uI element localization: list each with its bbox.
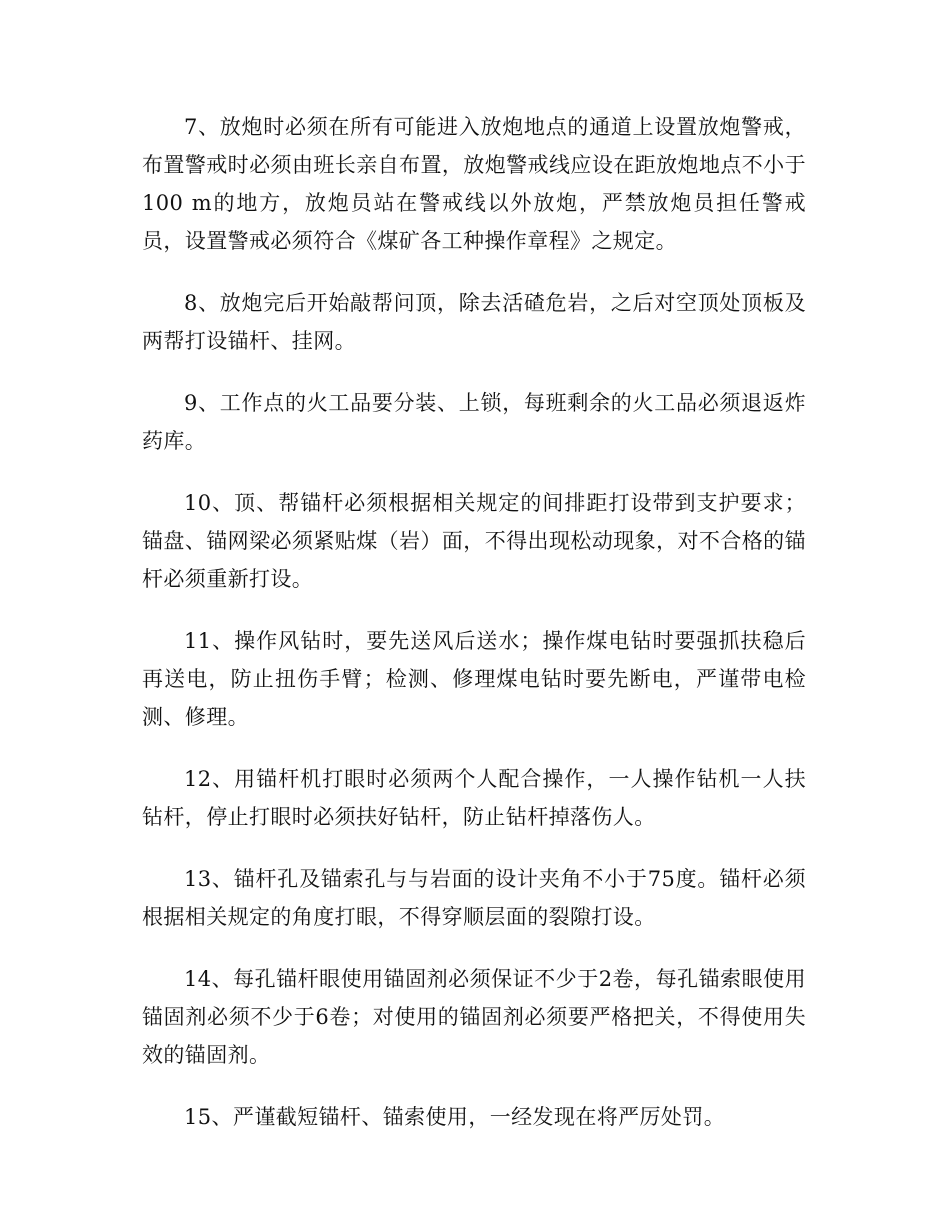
paragraph-item-14: 14、每孔锚杆眼使用锚固剂必须保证不少于2卷，每孔锚索眼使用锚固剂必须不少于6卷；对使用的锚固剂必须要严格把关，不得使用失效的锚固剂。 (142, 967, 806, 1067)
paragraph-item-9: 9、工作点的火工品要分装、上锁，每班剩余的火工品必须退返炸药库。 (142, 391, 806, 453)
paragraph-item-10: 10、顶、帮锚杆必须根据相关规定的间排距打设带到支护要求；锚盘、锚网梁必须紧贴煤（岩）面，不得出现松动现象，对不合格的锚杆必须重新打设。 (142, 491, 806, 591)
paragraph-item-15: 15、严谨截短锚杆、锚索使用，一经发现在将严厉处罚。 (184, 1105, 726, 1129)
paragraph-item-7: 7、放炮时必须在所有可能进入放炮地点的通道上设置放炮警戒，布置警戒时必须由班长亲自布置，放炮警戒线应设在距放炮地点不小于100 m的地方，放炮员站在警戒线以外放炮，严禁放炮员担任警戒员，设置警戒必须符合《煤矿各工种操作章程》之规定。 (142, 115, 806, 253)
paragraph-item-11: 11、操作风钻时，要先送风后送水；操作煤电钻时要强抓扶稳后再送电，防止扭伤手臂；检测、修理煤电钻时要先断电，严谨带电检测、修理。 (142, 629, 806, 729)
paragraph-item-13: 13、锚杆孔及锚索孔与与岩面的设计夹角不小于75度。锚杆必须根据相关规定的角度打眼，不得穿顺层面的裂隙打设。 (142, 867, 806, 929)
document-body (142, 108, 806, 1160)
paragraph-item-12: 12、用锚杆机打眼时必须两个人配合操作，一人操作钻机一人扶钻杆，停止打眼时必须扶好钻杆，防止钻杆掉落伤人。 (142, 767, 806, 829)
paragraph-item-8: 8、放炮完后开始敲帮问顶，除去活碴危岩，之后对空顶处顶板及两帮打设锚杆、挂网。 (142, 291, 806, 353)
